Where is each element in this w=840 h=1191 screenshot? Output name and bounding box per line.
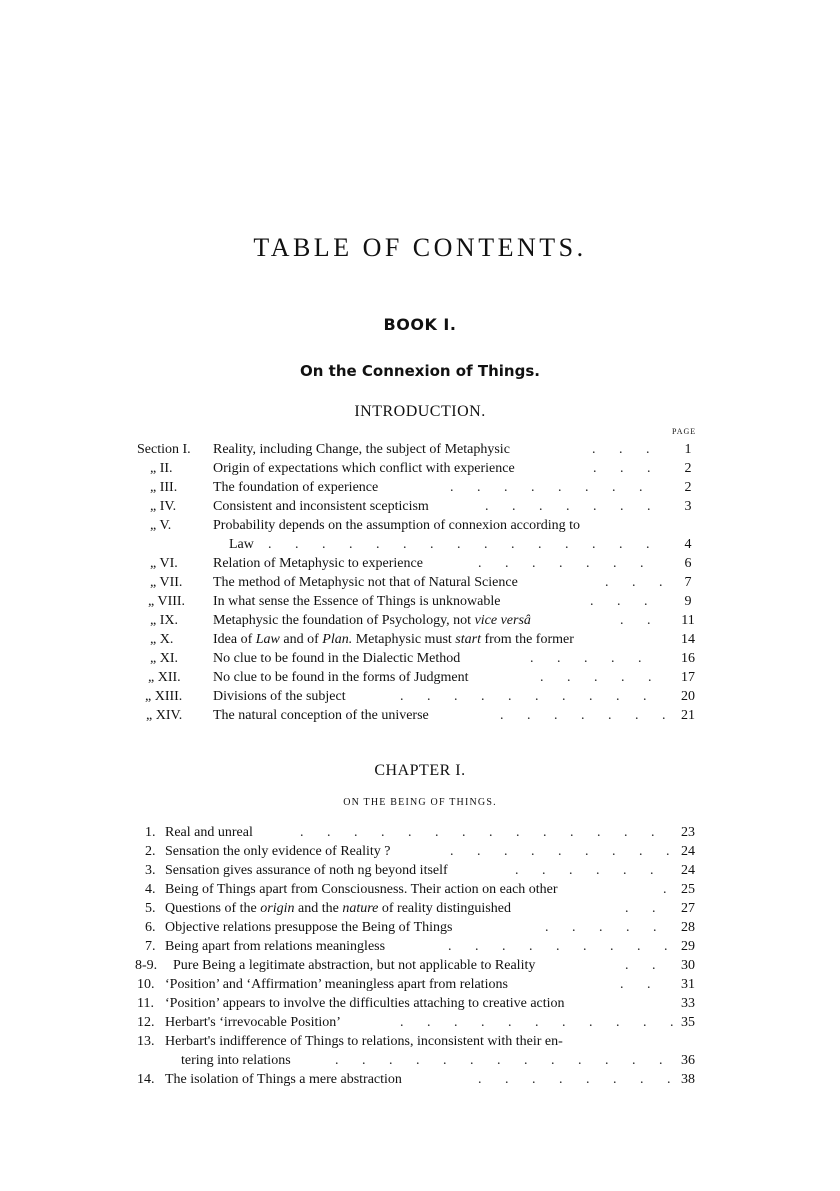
entry-title: Relation of Metaphysic to experience xyxy=(213,556,423,571)
page-number: 6 xyxy=(684,556,692,571)
section-label: „ IV. xyxy=(150,499,177,514)
entry-number: 12. xyxy=(137,1015,155,1030)
toc-entry[interactable] xyxy=(0,1070,840,1089)
leader-dots xyxy=(485,497,665,516)
page-number: 9 xyxy=(684,594,692,609)
entry-title: Herbart's ‘irrevocable Position’ xyxy=(165,1015,341,1030)
toc-entry[interactable] xyxy=(0,440,840,459)
book-subtitle: On the Connexion of Things. xyxy=(300,362,540,380)
entry-title: Being of Things apart from Consciousness. Their action on each other xyxy=(165,882,558,897)
section-label: „ XIV. xyxy=(146,708,183,723)
toc-entry[interactable] xyxy=(0,994,840,1013)
page-number: 31 xyxy=(681,977,695,992)
toc-entry[interactable] xyxy=(0,611,840,630)
leader-dots xyxy=(625,899,673,918)
section-label: „ XI. xyxy=(150,651,178,666)
section-label: „ V. xyxy=(150,518,172,533)
leader-dots xyxy=(335,1051,673,1070)
leader-dots xyxy=(593,459,665,478)
entry-title: Questions of the origin and the nature of reality distinguished xyxy=(165,901,511,916)
leader-dots xyxy=(620,975,673,994)
page-number: 30 xyxy=(681,958,695,973)
page-number: 24 xyxy=(681,844,695,859)
entry-number: 3. xyxy=(145,863,156,878)
page-column-label: PAGE xyxy=(672,427,697,436)
leader-dots xyxy=(592,440,664,459)
page-number: 20 xyxy=(681,689,695,704)
toc-entry[interactable] xyxy=(0,706,840,725)
section-label: „ VIII. xyxy=(148,594,186,609)
entry-number: 5. xyxy=(145,901,156,916)
section-label: „ VI. xyxy=(150,556,178,571)
entry-title: Sensation gives assurance of noth ng beyond itself xyxy=(165,863,448,878)
toc-entry[interactable] xyxy=(0,975,840,994)
toc-entry[interactable] xyxy=(0,687,840,706)
page-number: 16 xyxy=(681,651,695,666)
page-number: 7 xyxy=(684,575,692,590)
entry-number: 4. xyxy=(145,882,156,897)
page-number: 2 xyxy=(684,461,692,476)
page-title: TABLE OF CONTENTS. xyxy=(253,233,587,262)
entry-title: Herbart's indifference of Things to relations, inconsistent with their en- xyxy=(165,1034,563,1049)
entry-title: The isolation of Things a mere abstraction xyxy=(165,1072,402,1087)
page-number: 29 xyxy=(681,939,695,954)
leader-dots xyxy=(620,611,665,630)
leader-dots xyxy=(450,842,673,861)
leader-dots xyxy=(268,535,665,554)
leader-dots xyxy=(400,687,665,706)
section-label: „ IX. xyxy=(150,613,178,628)
toc-entry-continuation[interactable] xyxy=(0,535,840,554)
introduction-heading: INTRODUCTION. xyxy=(354,403,486,420)
toc-entry[interactable] xyxy=(0,554,840,573)
page-number: 21 xyxy=(681,708,695,723)
page-number: 1 xyxy=(684,442,692,457)
toc-entry[interactable] xyxy=(0,1032,840,1051)
entry-title: The natural conception of the universe xyxy=(213,708,429,723)
toc-entry[interactable] xyxy=(0,956,840,975)
toc-entry[interactable] xyxy=(0,861,840,880)
toc-entry[interactable] xyxy=(0,937,840,956)
toc-entry[interactable] xyxy=(0,478,840,497)
entry-title: Origin of expectations which conflict with experience xyxy=(213,461,515,476)
section-label: Section I. xyxy=(137,442,191,457)
section-label: „ III. xyxy=(150,480,178,495)
page-number: 14 xyxy=(681,632,695,647)
entry-title: Reality, including Change, the subject of Metaphysic xyxy=(213,442,510,457)
entry-number: 2. xyxy=(145,844,156,859)
entry-number: 14. xyxy=(137,1072,155,1087)
entry-title: Probability depends on the assumption of connexion according to xyxy=(213,518,581,533)
leader-dots xyxy=(300,823,673,842)
leader-dots xyxy=(478,554,665,573)
book-heading: BOOK I. xyxy=(383,315,457,334)
toc-entry[interactable] xyxy=(0,823,840,842)
page-number: 28 xyxy=(681,920,695,935)
entry-number: 1. xyxy=(145,825,156,840)
toc-entry[interactable] xyxy=(0,459,840,478)
entry-title: In what sense the Essence of Things is unknowable xyxy=(213,594,501,609)
entry-title: Divisions of the subject xyxy=(213,689,346,704)
leader-dots xyxy=(450,478,665,497)
leader-dots xyxy=(530,649,665,668)
section-label: „ II. xyxy=(150,461,173,476)
leader-dots xyxy=(605,573,665,592)
entry-title: The method of Metaphysic not that of Natural Science xyxy=(213,575,518,590)
entry-title: No clue to be found in the forms of Judgment xyxy=(213,670,469,685)
entry-number: 6. xyxy=(145,920,156,935)
section-label: „ XII. xyxy=(148,670,181,685)
section-label: „ VII. xyxy=(150,575,183,590)
leader-dots xyxy=(515,861,673,880)
chapter-heading: CHAPTER I. xyxy=(374,762,466,779)
entry-title: No clue to be found in the Dialectic Method xyxy=(213,651,461,666)
page-number: 24 xyxy=(681,863,695,878)
entry-title-continued: tering into relations xyxy=(181,1053,291,1068)
toc-entry-continuation[interactable] xyxy=(0,1051,840,1070)
toc-entry[interactable] xyxy=(0,918,840,937)
toc-entry[interactable] xyxy=(0,573,840,592)
toc-entry[interactable] xyxy=(0,649,840,668)
page-number: 27 xyxy=(681,901,695,916)
page-number: 2 xyxy=(684,480,692,495)
entry-title-continued: Law xyxy=(229,537,254,552)
entry-number: 13. xyxy=(137,1034,155,1049)
entry-number: 10. xyxy=(137,977,155,992)
page-number: 33 xyxy=(681,996,695,1011)
toc-entry[interactable] xyxy=(0,592,840,611)
toc-entry[interactable] xyxy=(0,630,840,649)
entry-title: ‘Position’ appears to involve the difficulties attaching to creative action xyxy=(165,996,565,1011)
leader-dots xyxy=(400,1013,673,1032)
entry-title: Being apart from relations meaningless xyxy=(165,939,386,954)
page-number: 17 xyxy=(681,670,695,685)
page-number: 36 xyxy=(681,1053,695,1068)
entry-title: Sensation the only evidence of Reality ? xyxy=(165,844,391,859)
toc-entry[interactable] xyxy=(0,842,840,861)
leader-dots xyxy=(478,1070,673,1089)
toc-entry[interactable] xyxy=(0,1013,840,1032)
leader-dots xyxy=(540,668,665,687)
section-label: „ X. xyxy=(150,632,174,647)
toc-entry[interactable] xyxy=(0,668,840,687)
entry-title: Idea of Law and of Plan. Metaphysic must start from the former xyxy=(213,632,574,647)
entry-title: The foundation of experience xyxy=(213,480,379,495)
toc-entry[interactable] xyxy=(0,899,840,918)
chapter-subtitle: ON THE BEING OF THINGS. xyxy=(343,797,497,808)
page-number: 25 xyxy=(681,882,695,897)
page-number: 11 xyxy=(681,613,695,628)
entry-number: 11. xyxy=(137,996,154,1011)
toc-entry[interactable] xyxy=(0,516,840,535)
entry-title: Objective relations presuppose the Being of Things xyxy=(165,920,453,935)
leader-dots xyxy=(500,706,665,725)
entry-title: ‘Position’ and ‘Affirmation’ meaningless apart from relations xyxy=(165,977,508,992)
leader-dots xyxy=(448,937,673,956)
page-number: 3 xyxy=(684,499,692,514)
page-number: 23 xyxy=(681,825,695,840)
entry-title: Pure Being a legitimate abstraction, but not applicable to Reality xyxy=(173,958,536,973)
section-label: „ XIII. xyxy=(145,689,183,704)
page-number: 35 xyxy=(681,1015,695,1030)
page-number: 4 xyxy=(684,537,692,552)
leader-dots xyxy=(545,918,673,937)
toc-entry[interactable] xyxy=(0,497,840,516)
entry-title: Consistent and inconsistent scepticism xyxy=(213,499,429,514)
entry-title: Metaphysic the foundation of Psychology, not vice versâ xyxy=(213,613,531,628)
entry-number: 8-9. xyxy=(135,958,158,973)
page-number: 38 xyxy=(681,1072,695,1087)
entry-title: Real and unreal xyxy=(165,825,253,840)
entry-number: 7. xyxy=(145,939,156,954)
leader-dots xyxy=(590,592,665,611)
toc-entry[interactable] xyxy=(0,880,840,899)
leader-dots xyxy=(625,956,673,975)
